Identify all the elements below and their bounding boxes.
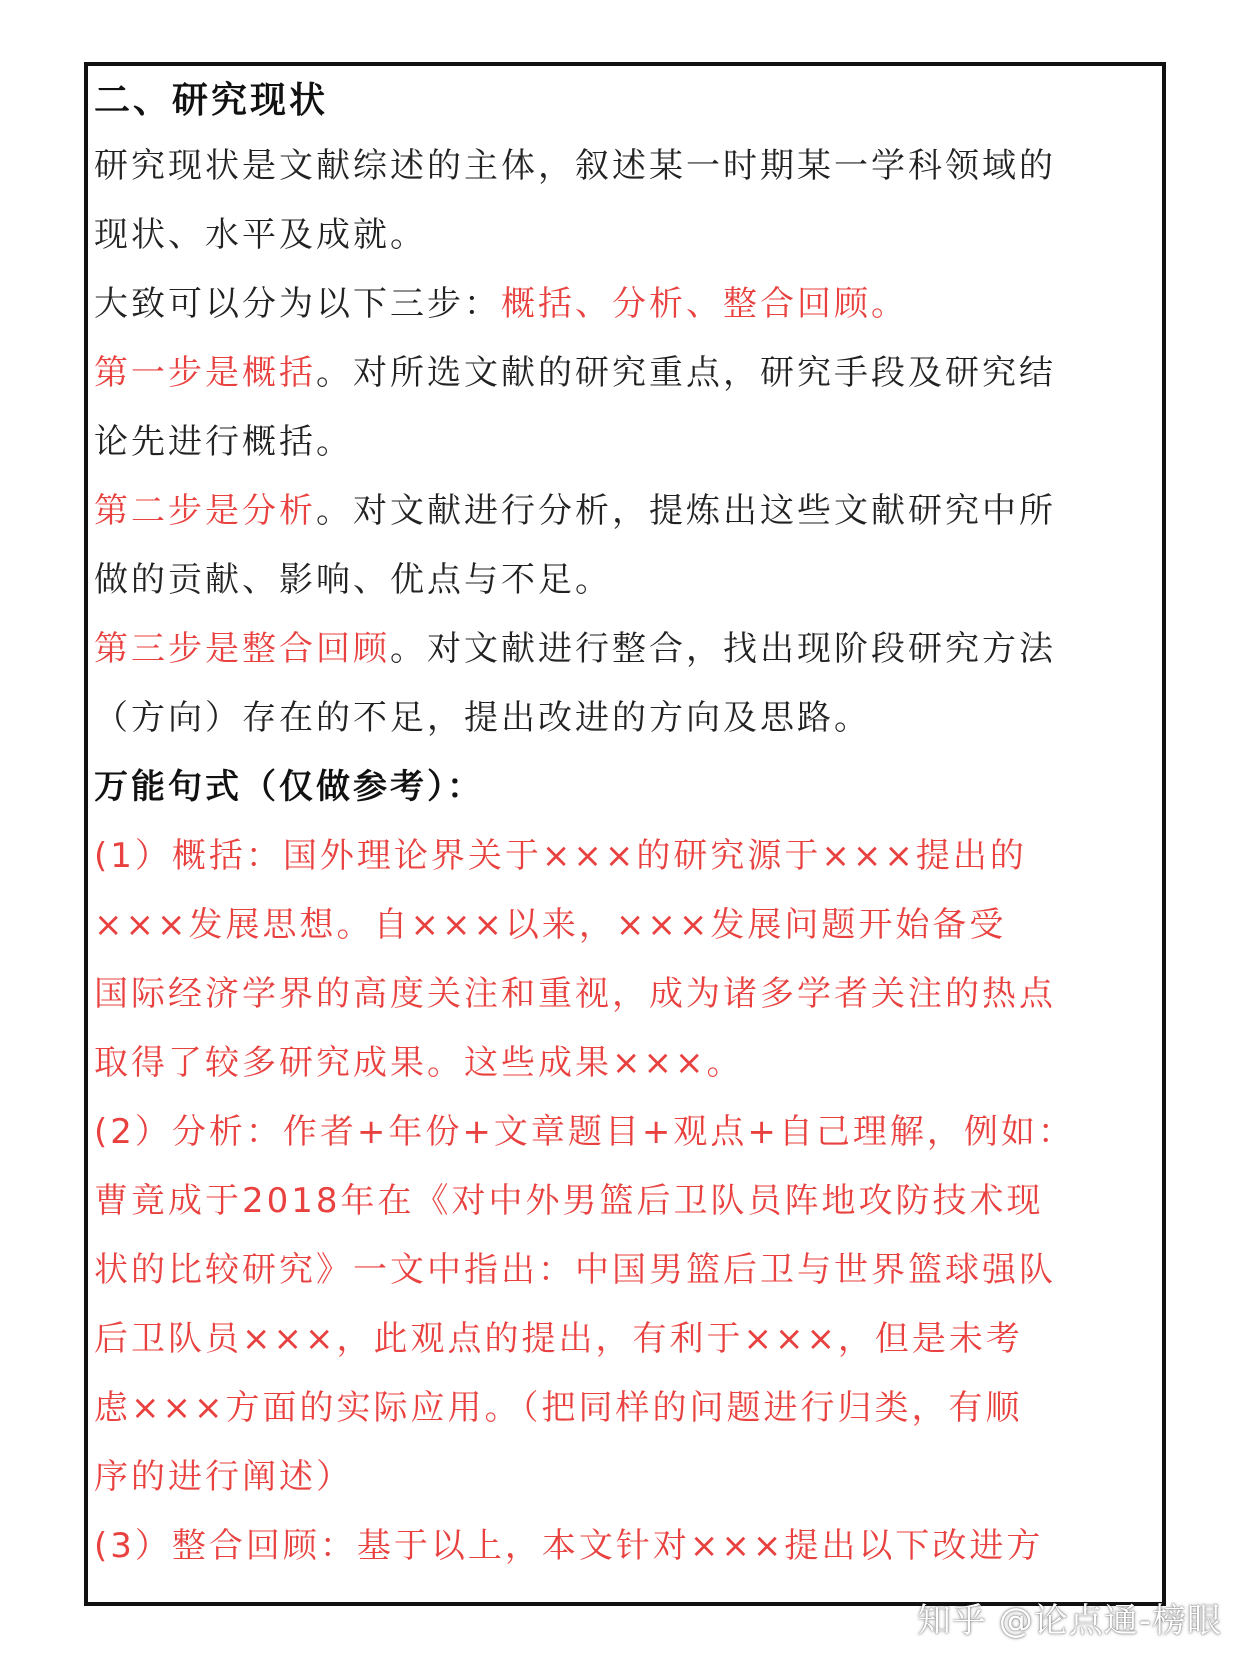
step3-text: 。对文献进行整合，找出现阶段研究方法: [390, 629, 1056, 669]
watermark: 知乎 @论点通-榜眼: [916, 1601, 1222, 1641]
formula2-line-4: 后卫队员×××，此观点的提出，有利于×××，但是未考: [94, 1319, 1023, 1359]
formula-heading: 万能句式（仅做参考）：: [94, 767, 484, 807]
step2-line: [94, 477, 1164, 546]
formula1-line-2: ×××发展思想。自×××以来，×××发展问题开始备受: [94, 905, 1007, 945]
steps-intro-highlight: 概括、分析、整合回顾。: [501, 284, 908, 324]
formula1-line-4: 取得了较多研究成果。这些成果×××。: [94, 1043, 744, 1083]
step2-text: 。对文献进行分析，提炼出这些文献研究中所: [316, 491, 1056, 531]
steps-intro: [94, 270, 1164, 339]
document-content: [94, 70, 1164, 1581]
formula2-line-6: 序的进行阐述）: [94, 1457, 353, 1497]
step1-label: 第一步是概括: [94, 353, 316, 393]
steps-intro-lead: 大致可以分为以下三步：: [94, 284, 501, 324]
formula1-line-3: 国际经济学界的高度关注和重视，成为诸多学者关注的热点: [94, 974, 1056, 1014]
formula3-line-1: (3）整合回顾：基于以上，本文针对×××提出以下改进方: [94, 1526, 1044, 1566]
step3-label: 第三步是整合回顾: [94, 629, 390, 669]
step1-line: [94, 339, 1164, 408]
step1-text: 。对所选文献的研究重点，研究手段及研究结: [316, 353, 1056, 393]
step3-cont: （方向）存在的不足，提出改进的方向及思路。: [94, 698, 871, 738]
document-frame: [84, 62, 1166, 1606]
step3-line: [94, 615, 1164, 684]
formula2-line-2: 曹竟成于2018年在《对中外男篮后卫队员阵地攻防技术现: [94, 1181, 1044, 1221]
intro-line-1: 研究现状是文献综述的主体，叙述某一时期某一学科领域的: [94, 146, 1056, 186]
formula2-line-5: 虑×××方面的实际应用。（把同样的问题进行归类，有顺: [94, 1388, 1023, 1428]
step2-cont: 做的贡献、影响、优点与不足。: [94, 560, 612, 600]
step1-cont: 论先进行概括。: [94, 422, 353, 462]
step2-label: 第二步是分析: [94, 491, 316, 531]
intro-line-2: 现状、水平及成就。: [94, 215, 427, 255]
section-title: 二、研究现状: [94, 80, 329, 121]
formula1-line-1: (1）概括：国外理论界关于×××的研究源于×××提出的: [94, 836, 1027, 876]
formula2-line-3: 状的比较研究》一文中指出：中国男篮后卫与世界篮球强队: [94, 1250, 1056, 1290]
formula2-line-1: (2）分析：作者+年份+文章题目+观点+自己理解，例如：: [94, 1112, 1075, 1152]
